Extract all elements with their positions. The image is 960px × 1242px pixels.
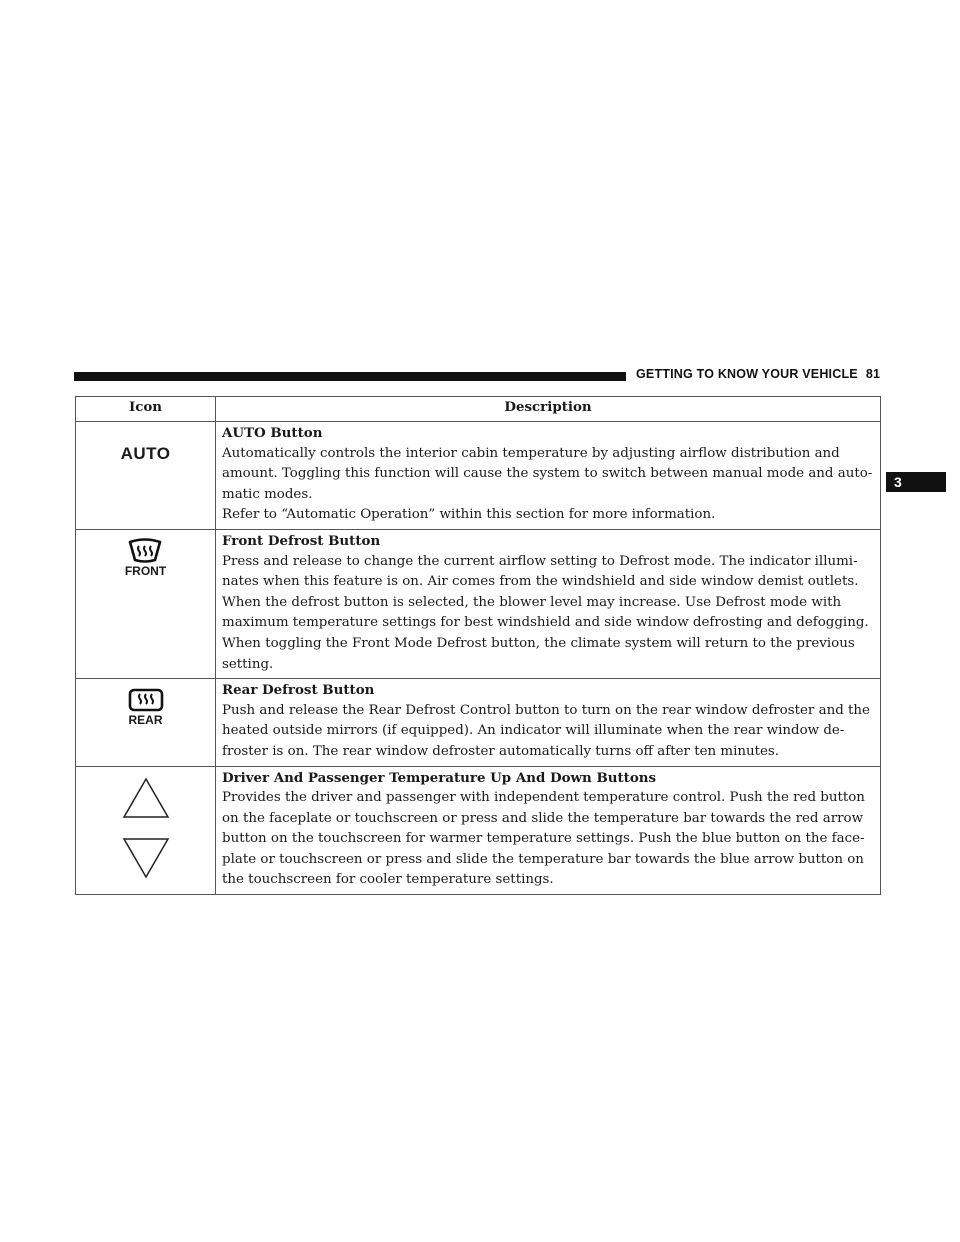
section-title: GETTING TO KNOW YOUR VEHICLE	[636, 367, 858, 381]
column-header-icon: Icon	[76, 397, 216, 422]
triangle-up-icon	[122, 777, 170, 819]
triangle-down-icon	[122, 837, 170, 879]
table-row	[76, 422, 881, 530]
row-title: Driver And Passenger Temperature Up And Down Buttons	[222, 769, 657, 786]
rear-defrost-icon	[127, 687, 165, 727]
icon-cell	[76, 529, 216, 678]
table-row	[76, 766, 881, 895]
row-text: Push and release the Rear Defrost Control button to turn on the rear window defroster and the heated outside mirrors (if equipped). An indicator will illuminate when the rear window de-froster is on. The rear window defroster automatically turns off after ten minutes.	[222, 702, 870, 759]
icon-label: FRONT	[124, 563, 167, 578]
row-text-reference: Refer to “Automatic Operation” within this section for more information.	[222, 507, 716, 523]
chapter-tab: 3	[886, 472, 946, 492]
row-text: Automatically controls the interior cabin temperature by adjusting airflow distribution and amount. Toggling this function will cause the system to switch between manual mode and auto-matic modes.	[222, 445, 873, 502]
page-number: 81	[865, 367, 881, 381]
climate-controls-table	[75, 396, 881, 895]
front-defrost-icon	[125, 538, 166, 578]
row-text: Provides the driver and passenger with independent temperature control. Push the red button on the faceplate or touchscreen or press and slide the temperature bar towards the red arrow button on the touchscreen for warmer temperature settings. Push the blue button on the face-plate or touchscreen or press and slide the temperature bar towards the blue arrow button on the touchscreen for cooler temperature settings.	[222, 790, 865, 888]
row-title: Front Defrost Button	[222, 532, 381, 549]
table-row	[76, 679, 881, 766]
row-title: Rear Defrost Button	[222, 682, 375, 699]
icon-cell	[76, 422, 216, 530]
column-header-description: Description	[216, 397, 881, 422]
description-cell	[216, 679, 881, 766]
table-row	[76, 529, 881, 678]
header-rule	[74, 372, 626, 381]
icon-cell	[76, 766, 216, 895]
description-cell	[216, 529, 881, 678]
table-header-row	[76, 397, 881, 422]
icon-cell	[76, 679, 216, 766]
row-text: Press and release to change the current airflow setting to Defrost mode. The indicator illumi-nates when this feature is on. Air comes from the windshield and side window demist outlets. When the defrost button is selected, the blower level may increase. Use Defrost mode with maximum temperature settings for best windshield and side window defrosting and defogging. When toggling the Front Mode Defrost button, the climate system will return to the previous setting.	[222, 553, 869, 672]
temperature-arrows	[76, 777, 215, 879]
description-cell	[216, 766, 881, 895]
description-cell	[216, 422, 881, 530]
auto-icon: AUTO	[120, 444, 171, 463]
row-title: AUTO Button	[222, 425, 323, 441]
running-header	[636, 367, 880, 381]
icon-label: REAR	[128, 713, 163, 728]
